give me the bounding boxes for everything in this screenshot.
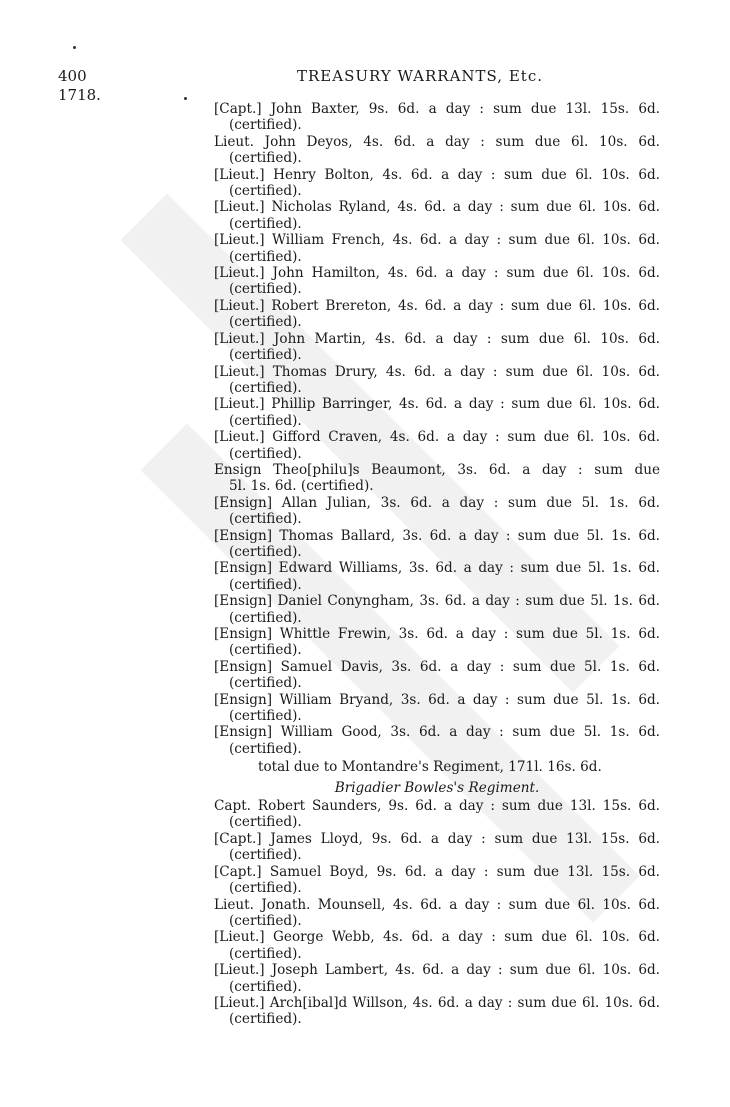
pay-entry [214,429,660,462]
entry-line-1: [Lieut.] John Hamilton, 4s. 6d. a day : sum due 6l. 10s. 6d. [214,265,660,282]
entry-line-2: (certified). [229,642,302,659]
pay-entry [214,364,660,397]
pay-entry [214,101,660,134]
pay-entry [214,897,660,930]
pay-entry [214,593,660,626]
entry-line-2: (certified). [229,945,302,962]
entry-line-1: [Ensign] William Good, 3s. 6d. a day : sum due 5l. 1s. 6d. [214,724,660,741]
entry-line-2: (certified). [229,740,302,757]
entry-line-2: 5l. 1s. 6d. (certified). [229,478,374,495]
entry-line-2: (certified). [229,412,302,429]
print-speck [73,46,76,49]
pay-entry [214,995,660,1028]
entry-line-1: [Lieut.] Thomas Drury, 4s. 6d. a day : sum due 6l. 10s. 6d. [214,363,660,380]
entry-line-1: [Ensign] Thomas Ballard, 3s. 6d. a day : sum due 5l. 1s. 6d. [214,527,660,544]
entry-line-1: [Lieut.] Robert Brereton, 4s. 6d. a day : sum due 6l. 10s. 6d. [214,297,660,314]
entry-line-1: [Ensign] Samuel Davis, 3s. 6d. a day : sum due 5l. 1s. 6d. [214,658,660,675]
entry-line-2: (certified). [229,1011,302,1028]
entry-line-1: [Lieut.] Gifford Craven, 4s. 6d. a day : sum due 6l. 10s. 6d. [214,429,660,446]
entry-line-1: [Capt.] John Baxter, 9s. 6d. a day : sum due 13l. 15s. 6d. [214,101,660,117]
entry-line-1: [Ensign] Edward Williams, 3s. 6d. a day : sum due 5l. 1s. 6d. [214,560,660,577]
entry-line-1: [Lieut.] George Webb, 4s. 6d. a day : sum due 6l. 10s. 6d. [214,929,660,946]
pay-entry [214,626,660,659]
entry-line-1: Ensign Theo[philu]s Beaumont, 3s. 6d. a day : sum due [214,461,660,478]
regiment-total: total due to Montandre's Regiment, 171l. 16s. 6d. [258,759,602,776]
pay-entry [214,298,660,331]
entry-line-2: (certified). [229,445,302,462]
entry-line-2: (certified). [229,675,302,692]
entry-line-1: [Ensign] Whittle Frewin, 3s. 6d. a day : sum due 5l. 1s. 6d. [214,626,660,642]
entry-line-2: (certified). [229,912,302,929]
entry-line-2: (certified). [229,117,302,134]
entry-line-1: [Ensign] Daniel Conyngham, 3s. 6d. a day : sum due 5l. 1s. 6d. [214,593,660,610]
entry-line-1: [Lieut.] Joseph Lambert, 4s. 6d. a day : sum due 6l. 10s. 6d. [214,962,660,979]
pay-entry [214,798,660,831]
pay-entry [214,134,660,167]
pay-entry [214,659,660,692]
running-head-etc: Etc. [508,67,543,85]
pay-entry [214,724,660,757]
pay-entry [214,560,660,593]
pay-entry [214,396,660,429]
entry-line-1: [Ensign] Allan Julian, 3s. 6d. a day : sum due 5l. 1s. 6d. [214,494,660,511]
pay-entry [214,167,660,200]
pay-entry [214,462,660,495]
entry-line-2: (certified). [229,248,302,265]
entry-line-2: (certified). [229,281,302,298]
pay-entry [214,831,660,864]
pay-entry [214,929,660,962]
pay-entry [214,962,660,995]
entry-line-2: (certified). [229,609,302,626]
entries-column [214,101,660,1028]
entry-line-1: [Lieut.] John Martin, 4s. 6d. a day : sum due 6l. 10s. 6d. [214,330,660,347]
entry-line-1: [Lieut.] Nicholas Ryland, 4s. 6d. a day : sum due 6l. 10s. 6d. [214,199,660,216]
entry-line-2: (certified). [229,880,302,897]
entry-line-2: (certified). [229,150,302,167]
entry-line-2: (certified). [229,576,302,593]
entry-line-2: (certified). [229,814,302,831]
pay-entry [214,528,660,561]
entry-line-1: [Lieut.] William French, 4s. 6d. a day : sum due 6l. 10s. 6d. [214,232,660,249]
pay-entry [214,232,660,265]
entry-line-2: (certified). [229,314,302,331]
pay-entry [214,331,660,364]
regiment-heading: Brigadier Bowles's Regiment. [334,779,540,796]
running-head-title: TREASURY WARRANTS, [296,67,504,85]
entry-line-2: (certified). [229,543,302,560]
page-number: 400 [58,67,87,85]
entry-line-1: [Ensign] William Bryand, 3s. 6d. a day : sum due 5l. 1s. 6d. [214,691,660,708]
entry-line-2: (certified). [229,379,302,396]
entry-line-2: (certified). [229,183,302,200]
entry-line-2: (certified). [229,708,302,725]
pay-entry [214,495,660,528]
entry-line-2: (certified). [229,847,302,864]
pay-entry [214,199,660,232]
print-speck [184,97,187,100]
pay-entry [214,692,660,725]
running-head [160,67,680,85]
entry-line-1: [Capt.] Samuel Boyd, 9s. 6d. a day : sum due 13l. 15s. 6d. [214,863,660,880]
entry-line-1: Lieut. John Deyos, 4s. 6d. a day : sum due 6l. 10s. 6d. [214,133,660,150]
pay-entry [214,265,660,298]
entry-line-1: [Lieut.] Phillip Barringer, 4s. 6d. a day : sum due 6l. 10s. 6d. [214,396,660,413]
entry-line-2: (certified). [229,347,302,364]
entry-line-1: [Lieut.] Henry Bolton, 4s. 6d. a day : sum due 6l. 10s. 6d. [214,166,660,183]
entry-line-1: Capt. Robert Saunders, 9s. 6d. a day : sum due 13l. 15s. 6d. [214,798,660,815]
pay-entry [214,864,660,897]
margin-year: 1718. [58,86,101,104]
entry-line-1: [Capt.] James Lloyd, 9s. 6d. a day : sum due 13l. 15s. 6d. [214,830,660,847]
entry-line-2: (certified). [229,978,302,995]
entry-line-1: Lieut. Jonath. Mounsell, 4s. 6d. a day : sum due 6l. 10s. 6d. [214,896,660,913]
entry-line-2: (certified). [229,511,302,528]
entry-line-2: (certified). [229,215,302,232]
entry-line-1: [Lieut.] Arch[ibal]d Willson, 4s. 6d. a day : sum due 6l. 10s. 6d. [214,994,660,1011]
